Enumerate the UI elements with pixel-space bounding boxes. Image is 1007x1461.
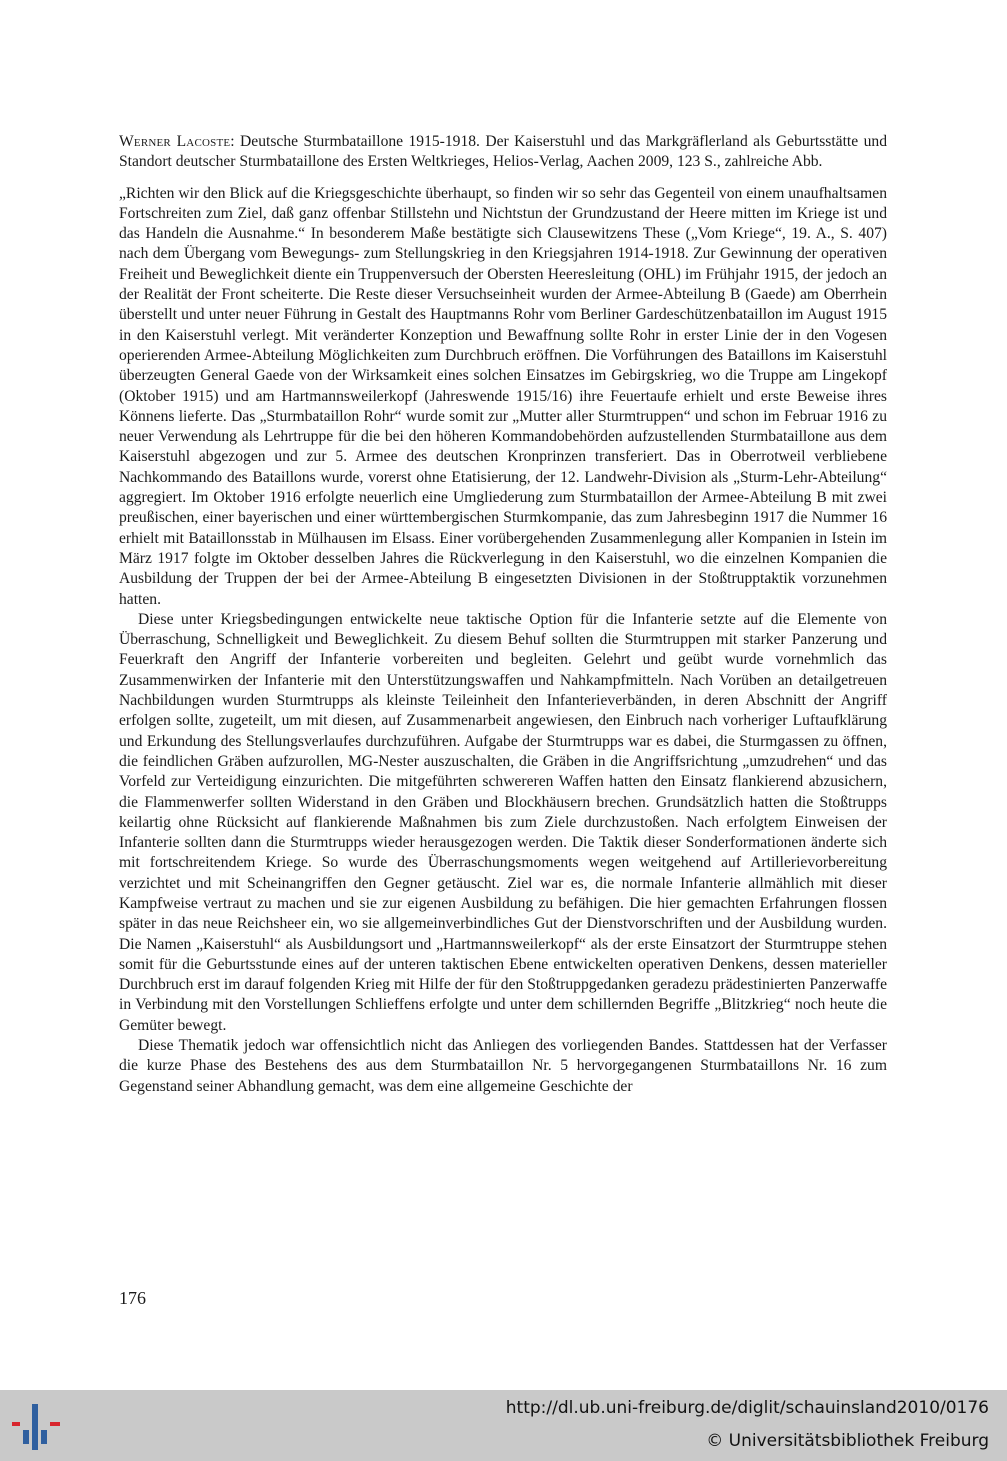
document-permalink[interactable]: http://dl.ub.uni-freiburg.de/diglit/schauinsland2010/0176 xyxy=(505,1398,989,1418)
review-author: Werner Lacoste xyxy=(119,133,231,150)
paragraph-2: Diese unter Kriegsbedingungen entwickelte neue taktische Option für die Infanterie setzte auf die Elemente von Überraschung, Schnelligkeit und Beweglichkeit. Zu diesem Behuf sollten die Sturmtruppen mit starker Panzerung und Feuerkraft den Angriff der Infanterie vorbereiten und begleiten. Gelehrt und geübt wurde vornehmlich das Zusammenwirken der Infanterie mit den Unterstützungswaffen und Nahkampfmitteln. Nach Vorüben an detailgetreuen Nachbildungen wurden Sturmtrupps als kleinste Teileinheit den Infanterieverbänden, in deren Abschnitt der Angriff erfolgen sollte, zugeteilt, um mit diesen, auf Zusammenarbeit angewiesen, den Einbruch nach vorheriger Luftaufklärung und Erkundung des Stellungsverlaufes durchzuführen. Aufgabe der Sturmtrupps war es dabei, die Sturmgassen zu öffnen, die feindlichen Gräben aufzurollen, MG-Nester auszuschalten, die Gräben in die Angriffsrichtung „umzudrehen“ und das Vorfeld zur Verteidigung einzurichten. Die mitgeführten schwereren Waffen hatten den Einsatz flankierend abzusichern, die Flammenwerfer sollten Widerstand in den Gräben und Blockhäusern brechen. Grundsätzlich hatten die Stoßtrupps keilartig ohne Rücksicht auf flankierende Maßnahmen bis zum Ziele durchzustoßen. Nach erfolgtem Einweisen der Infanterie sollten dann die Sturmtrupps wieder herausgezogen werden. Die Taktik dieser Sonderformationen änderte sich mit fortschreitendem Kriege. So wurde des Überraschungsmoments wegen weitgehend auf Artillerievorbereitung verzichtet und mit Scheinangriffen den Gegner getäuscht. Ziel war es, die normale Infanterie allmählich mit dieser Kampfweise vertraut zu machen und sie zur eigenen Ausbildung zu befähigen. Die hier gemachten Erfahrungen flossen später in das neue Reichsheer ein, wo sie allgemeinverbindliches Gut der Dienstvorschriften und der Ausbildung wurden. Die Namen „Kaiserstuhl“ als Ausbildungsort und „Hartmannsweilerkopf“ als der erste Einsatzort der Sturmtruppe stehen somit für die Geburtsstunde eines auf der unteren taktischen Ebene entwickelten operativen Denkens, dessen materieller Durchbruch erst im darauf folgenden Krieg mit Hilfe der für den Stoßtruppgedanken geradezu prädestinierten Panzerwaffe in Verbindung mit den Vorstellungen Schlieffens erfolgte und unter dem schillernden Begriffe „Blitzkrieg“ noch heute die Gemüter bewegt. xyxy=(119,610,887,1034)
paragraph-3: Diese Thematik jedoch war offensichtlich nicht das Anliegen des vorliegenden Bandes. Stattdessen hat der Verfasser die kurze Phase des Bestehens des aus dem Sturmbataillon Nr. 5 hervorgegangenen Sturmbataillons Nr. 16 zum Gegenstand seiner Abhandlung gemacht, was dem eine allgemeine Geschichte der xyxy=(119,1037,887,1095)
review-citation: : Deutsche Sturmbataillone 1915-1918. Der Kaiserstuhl und das Markgräflerland als Geburtsstätte und Standort deutscher Sturmbataillone des Ersten Weltkrieges, Helios-Verlag, Aachen 2009, 123 S., zahlreiche Abb. xyxy=(119,133,887,171)
university-library-logo-icon xyxy=(12,1404,62,1450)
review-text-block xyxy=(119,132,887,1097)
page-number: 176 xyxy=(119,1288,146,1308)
copyright-notice: © Universitätsbibliothek Freiburg xyxy=(706,1431,989,1451)
footer-bar xyxy=(0,1390,1007,1461)
review-header xyxy=(119,132,887,173)
paragraph-1: „Richten wir den Blick auf die Kriegsgeschichte überhaupt, so finden wir so sehr das Gegenteil von einem unaufhaltsamen Fortschreiten zum Ziel, daß ganz offenbar Stillstehn und Nichtstun der Grundzustand der Heere mitten im Kriege ist und das Handeln die Ausnahme.“ In besonderem Maße bestätigte sich Clausewitzens These („Vom Kriege“, 19. A., S. 407) nach dem Übergang vom Bewegungs- zum Stellungskrieg in den Kriegsjahren 1914-1918. Zur Gewinnung der operativen Freiheit und Beweglichkeit diente ein Truppenversuch der Obersten Heeresleitung (OHL) im Frühjahr 1915, der jedoch an der Realität der Front scheiterte. Die Reste dieser Versuchseinheit wurden der Armee-Abteilung B (Gaede) am Oberrhein überstellt und unter neuer Führung in Gestalt des Hauptmanns Rohr vom Berliner Gardeschützenbataillon im August 1915 in den Kaiserstuhl verlegt. Mit veränderter Konzeption und Bewaffnung sollte Rohr in erster Linie der in den Vogesen operierenden Armee-Abteilung Möglichkeiten zum Durchbruch eröffnen. Die Vorführungen des Bataillons im Kaiserstuhl überzeugten General Gaede von der Wirksamkeit eines solchen Einsatzes im Gebirgskrieg, wo die Truppe am Lingekopf (Oktober 1915) und am Hartmannsweilerkopf (Jahreswende 1915/16) ihre Feuertaufe erhielt und erste Beweise ihres Könnens lieferte. Das „Sturmbataillon Rohr“ wurde somit zur „Mutter aller Sturmtruppen“ und schon im Februar 1916 zu neuer Verwendung als Lehrtruppe für die bei den höheren Kommandobehörden aufzustellenden Sturmbataillone aus dem Kaiserstuhl abgezogen und zur 5. Armee des deutschen Kronprinzen transferiert. Das in Oberrotweil verbliebene Nachkommando des Bataillons wurde, vorerst ohne Etatisierung, der 12. Landwehr-Division als „Sturm-Lehr-Abteilung“ aggregiert. Im Oktober 1916 erfolgte neuerlich eine Umgliederung zum Sturmbataillon der Armee-Abteilung B mit zwei preußischen, einer bayerischen und einer württembergischen Sturmkompanie, das zum Jahresbeginn 1917 die Nummer 16 erhielt mit Bataillonsstab in Mülhausen im Elsass. Einer vorübergehenden Zusammenlegung aller Kompanien in Istein im März 1917 folgte im Oktober desselben Jahres die Rückverlegung in den Kaiserstuhl, wo die einzelnen Kompanien die Ausbildung der Truppen der bei der Armee-Abteilung B eingesetzten Divisionen in der Stoßtrupptaktik vorzunehmen hatten. xyxy=(119,184,887,608)
